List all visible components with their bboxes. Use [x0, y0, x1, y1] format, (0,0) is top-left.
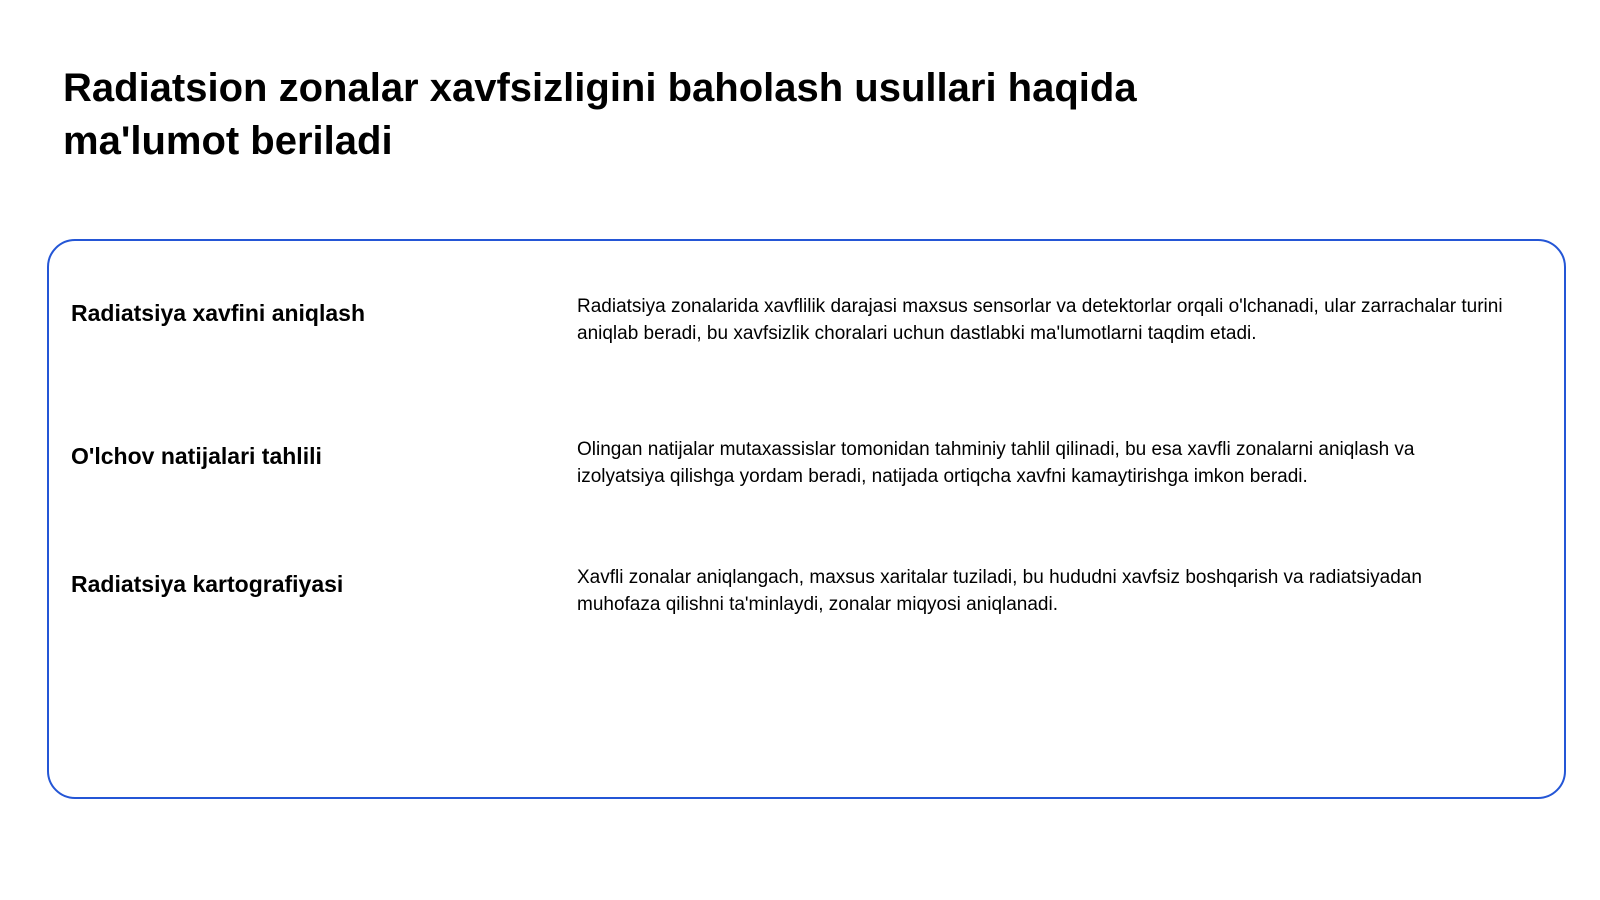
slide-title: Radiatsion zonalar xavfsizligini baholash usullari haqida ma'lumot beriladi: [63, 66, 1137, 163]
row-heading: Radiatsiya kartografiyasi: [71, 571, 344, 597]
content-card: [47, 239, 1566, 799]
row-description: Radiatsiya zonalarida xavflilik darajasi maxsus sensorlar va detektorlar orqali o'lchanadi, ular zarrachalar turini aniqlab beradi, bu xavfsizlik choralari uchun dastlabki ma'lumotlarni taqdim etadi.: [577, 296, 1503, 344]
row-description: Xavfli zonalar aniqlangach, maxsus xaritalar tuziladi, bu hududni xavfsiz boshqarish va radiatsiyadan muhofaza qilishni ta'minlaydi, zonalar miqyosi aniqlanadi.: [577, 567, 1422, 615]
row-description: Olingan natijalar mutaxassislar tomonidan tahminiy tahlil qilinadi, bu esa xavfli zonalarni aniqlash va izolyatsiya qilishga yordam beradi, natijada ortiqcha xavfni kamaytirishga imkon beradi.: [577, 439, 1415, 487]
row-heading: O'lchov natijalari tahlili: [71, 443, 322, 469]
row-heading: Radiatsiya xavfini aniqlash: [71, 300, 366, 326]
